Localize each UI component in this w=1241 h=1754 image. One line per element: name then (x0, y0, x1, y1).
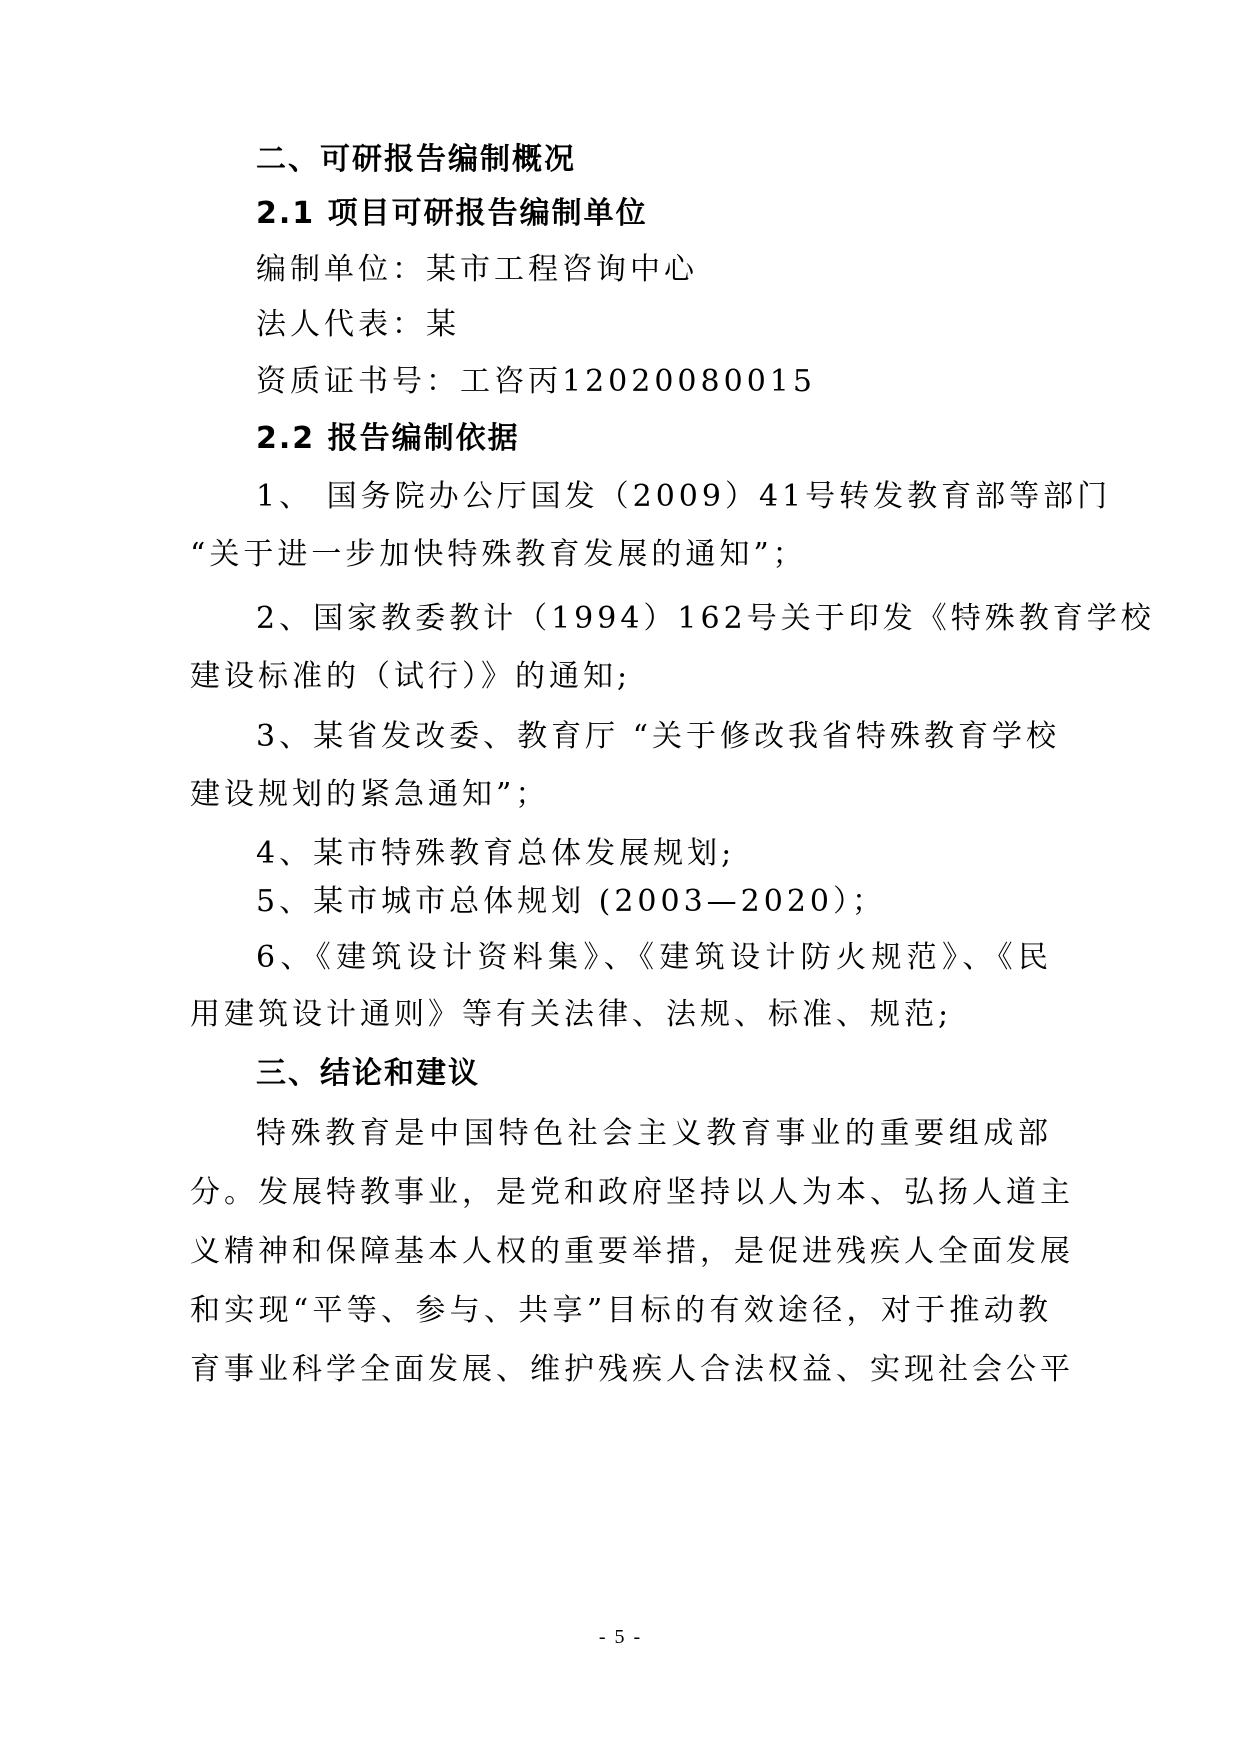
conclusion-line-5: 育事业科学全面发展、维护残疾人合法权益、实现社会公平 (190, 1352, 1074, 1387)
subsection-heading-2-1: 2.1 项目可研报告编制单位 (256, 196, 648, 231)
page-number: - 5 - (598, 1626, 643, 1648)
basis-item-3-line-2: 建设规划的紧急通知”； (190, 777, 550, 812)
basis-item-2-line-2: 建设标准的（试行）》的通知; (190, 659, 632, 694)
basis-item-6-line-1: 6、《建筑设计资料集》、《建筑设计防火规范》、《民 (256, 940, 1052, 975)
basis-item-6-line-2: 用建筑设计通则》等有关法律、法规、标准、规范; (190, 997, 953, 1032)
subsection-heading-2-2: 2.2 报告编制依据 (256, 421, 520, 456)
section-heading-2: 二、可研报告编制概况 (256, 142, 576, 177)
basis-item-2-line-1: 2、国家教委教计（1994）162号关于印发《特殊教育学校 (256, 601, 1155, 636)
conclusion-line-2: 分。发展特教事业，是党和政府坚持以人为本、弘扬人道主 (190, 1175, 1074, 1210)
conclusion-line-4: 和实现“平等、参与、共享”目标的有效途径，对于推动教 (190, 1293, 1052, 1328)
basis-item-1-line-2: “关于进一步加快特殊教育发展的通知”； (190, 537, 807, 572)
section-heading-3: 三、结论和建议 (256, 1056, 480, 1091)
basis-item-5: 5、某市城市总体规划 (2003—2020）； (256, 884, 887, 919)
compiling-unit: 编制单位：某市工程咨询中心 (256, 252, 698, 287)
conclusion-line-3: 义精神和保障基本人权的重要举措，是促进残疾人全面发展 (190, 1234, 1074, 1269)
conclusion-line-1: 特殊教育是中国特色社会主义教育事业的重要组成部 (256, 1116, 1052, 1151)
qualification-certificate: 资质证书号：工咨丙12020080015 (256, 364, 816, 399)
basis-item-3-line-1: 3、某省发改委、教育厅 “关于修改我省特殊教育学校 (256, 719, 1060, 754)
basis-item-4: 4、某市特殊教育总体发展规划; (256, 836, 736, 871)
legal-representative: 法人代表：某 (256, 307, 460, 342)
basis-item-1-line-1: 1、 国务院办公厅国发（2009）41号转发教育部等部门 (256, 479, 1112, 514)
